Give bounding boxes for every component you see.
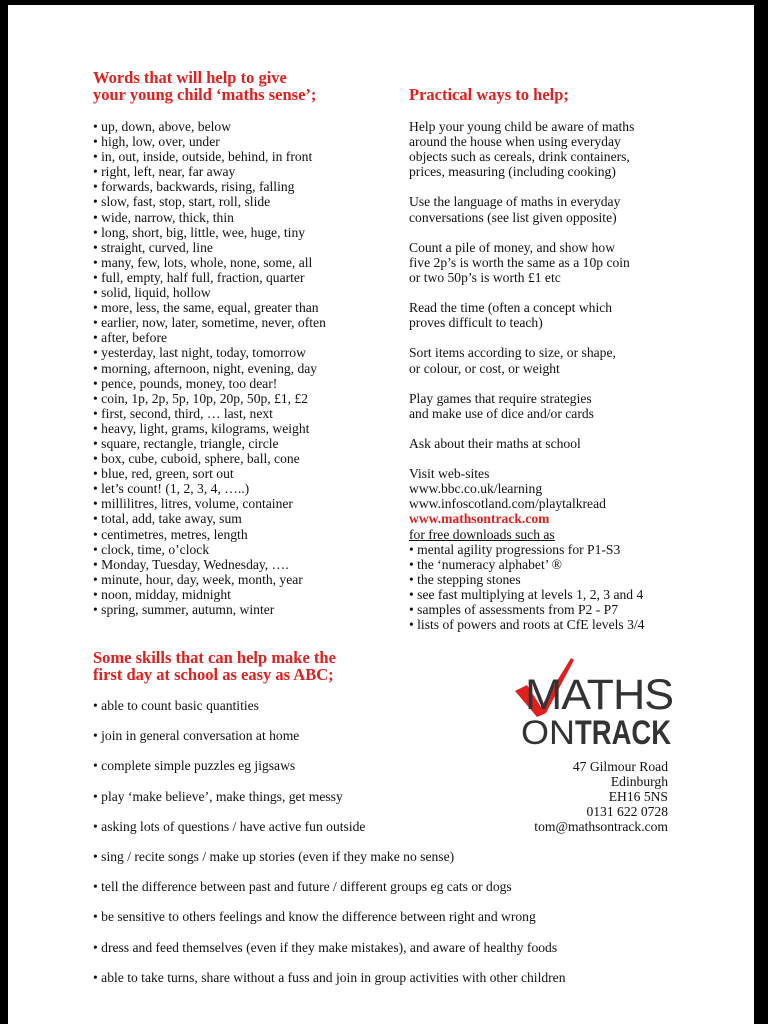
download-list-item: • lists of powers and roots at CfE levels 3/4 xyxy=(409,617,645,633)
address-phone: 0131 622 0728 xyxy=(586,804,668,820)
word-list-item: • blue, red, green, sort out xyxy=(93,466,234,482)
words-heading-line1: Words that will help to give xyxy=(93,68,287,87)
skills-heading xyxy=(93,649,336,683)
logo-text-maths: MATHS xyxy=(525,671,673,719)
tip-paragraph xyxy=(409,345,644,375)
tip-line: around the house when using everyday xyxy=(409,134,621,150)
words-section xyxy=(93,69,393,103)
tip-line: Sort items according to size, or shape, xyxy=(409,345,616,361)
skill-list-item: • tell the difference between past and future / different groups eg cats or dogs xyxy=(93,879,512,895)
tip-paragraph: Ask about their maths at school xyxy=(409,435,581,451)
word-list-item: • square, rectangle, triangle, circle xyxy=(93,435,279,451)
word-list-item: • Monday, Tuesday, Wednesday, …. xyxy=(93,556,289,572)
word-list-item: • centimetres, metres, length xyxy=(93,526,248,542)
word-list-item: • after, before xyxy=(93,330,168,346)
word-list-item: • solid, liquid, hollow xyxy=(93,285,211,301)
skill-list-item: • sing / recite songs / make up stories (even if they make no sense) xyxy=(93,848,455,864)
download-list-item: • mental agility progressions for P1-S3 xyxy=(409,541,621,557)
link-bbc[interactable]: www.bbc.co.uk/learning xyxy=(409,481,543,497)
download-list-item: • see fast multiplying at levels 1, 2, 3 and 4 xyxy=(409,586,644,602)
word-list-item: • noon, midday, midnight xyxy=(93,586,231,602)
download-list-item: • the ‘numeracy alphabet’ ® xyxy=(409,556,562,572)
word-list-item: • coin, 1p, 2p, 5p, 10p, 20p, 50p, £1, £2 xyxy=(93,390,309,406)
flyer-page xyxy=(8,5,754,1024)
words-list xyxy=(93,119,326,617)
word-list-item: • box, cube, cuboid, sphere, ball, cone xyxy=(93,451,300,467)
word-list-item: • let’s count! (1, 2, 3, 4, …..) xyxy=(93,481,250,497)
tip-line: or colour, or cost, or weight xyxy=(409,360,560,376)
word-list-item: • pence, pounds, money, too dear! xyxy=(93,375,278,391)
tip-line: prices, measuring (including cooking) xyxy=(409,164,616,180)
word-list-item: • up, down, above, below xyxy=(93,119,232,134)
skill-list-item: • able to take turns, share without a fuss and join in group activities with other children xyxy=(93,969,566,985)
word-list-item: • high, low, over, under xyxy=(93,134,220,150)
download-list-item: • samples of assessments from P2 - P7 xyxy=(409,602,619,617)
practical-section xyxy=(409,86,569,103)
tip-paragraph xyxy=(409,240,644,285)
tip-line: Help your young child be aware of maths xyxy=(409,119,635,134)
tip-line: Use the language of maths in everyday xyxy=(409,194,621,210)
word-list-item: • wide, narrow, thick, thin xyxy=(93,209,234,225)
skill-list-item: • able to count basic quantities xyxy=(93,698,259,713)
practical-tips xyxy=(409,119,644,632)
link-mathsontrack[interactable]: www.mathsontrack.com xyxy=(409,511,550,527)
download-list-item: • the stepping stones xyxy=(409,571,521,587)
tip-paragraph xyxy=(409,391,644,421)
tip-line: conversations (see list given opposite) xyxy=(409,209,617,225)
tip-paragraph xyxy=(409,119,644,179)
word-list-item: • minute, hour, day, week, month, year xyxy=(93,571,303,587)
skill-list-item: • dress and feed themselves (even if they make mistakes), and aware of healthy foods xyxy=(93,939,558,955)
address-city: Edinburgh xyxy=(610,774,668,790)
address-street: 47 Gilmour Road xyxy=(572,759,668,774)
word-list-item: • many, few, lots, whole, none, some, all xyxy=(93,254,313,270)
skill-list-item: • complete simple puzzles eg jigsaws xyxy=(93,758,296,774)
word-list-item: • long, short, big, little, wee, huge, tiny xyxy=(93,224,306,240)
word-list-item: • millilitres, litres, volume, container xyxy=(93,496,293,512)
address-email[interactable]: tom@mathsontrack.com xyxy=(534,819,668,835)
word-list-item: • morning, afternoon, night, evening, day xyxy=(93,360,318,376)
skills-heading-line1: Some skills that can help make the xyxy=(93,648,336,667)
logo-graphic xyxy=(513,655,673,752)
tip-line: Count a pile of money, and show how xyxy=(409,239,616,255)
tip-line: Read the time (often a concept which xyxy=(409,300,613,316)
word-list-item: • spring, summer, autumn, winter xyxy=(93,602,275,617)
tip-line: and make use of dice and/or cards xyxy=(409,405,594,421)
word-list-item: • more, less, the same, equal, greater than xyxy=(93,300,319,316)
word-list-item: • earlier, now, later, sometime, never, often xyxy=(93,315,326,331)
word-list-item: • right, left, near, far away xyxy=(93,164,236,180)
skill-list-item: • asking lots of questions / have active fun outside xyxy=(93,818,366,834)
visit-label: Visit web-sites xyxy=(409,466,490,482)
word-list-item: • heavy, light, grams, kilograms, weight xyxy=(93,420,310,436)
practical-heading: Practical ways to help; xyxy=(409,85,569,104)
tip-line: objects such as cereals, drink containers, xyxy=(409,149,630,165)
tip-paragraph xyxy=(409,194,644,224)
tip-line: Play games that require strategies xyxy=(409,390,592,406)
downloads-list xyxy=(409,542,644,633)
address-postcode: EH16 5NS xyxy=(608,789,668,805)
words-heading xyxy=(93,69,393,103)
tip-paragraph xyxy=(409,300,644,330)
word-list-item: • forwards, backwards, rising, falling xyxy=(93,179,295,195)
word-list-item: • clock, time, o’clock xyxy=(93,541,210,557)
skills-section xyxy=(93,649,336,683)
skills-heading-line2: first day at school as easy as ABC; xyxy=(93,665,334,684)
downloads-label: for free downloads such as xyxy=(409,526,555,542)
word-list-item: • first, second, third, … last, next xyxy=(93,405,273,421)
tip-line: proves difficult to teach) xyxy=(409,315,543,331)
link-infoscotland[interactable]: www.infoscotland.com/playtalkread xyxy=(409,496,606,512)
contact-address xyxy=(534,759,668,834)
skill-list-item: • play ‘make believe’, make things, get messy xyxy=(93,788,343,804)
skill-list-item: • be sensitive to others feelings and know the difference between right and wrong xyxy=(93,909,536,925)
maths-on-track-logo xyxy=(513,655,673,752)
word-list-item: • full, empty, half full, fraction, quarter xyxy=(93,269,305,285)
visit-websites xyxy=(409,466,644,541)
word-list-item: • in, out, inside, outside, behind, in front xyxy=(93,149,313,165)
logo-text-track: TRACK xyxy=(575,714,672,752)
word-list-item: • total, add, take away, sum xyxy=(93,511,242,527)
word-list-item: • slow, fast, stop, start, roll, slide xyxy=(93,194,271,210)
tip-line: five 2p’s is worth the same as a 10p coin xyxy=(409,254,630,270)
word-list-item: • straight, curved, line xyxy=(93,239,213,255)
logo-text-on: ON xyxy=(521,714,575,752)
skill-list-item: • join in general conversation at home xyxy=(93,728,300,744)
tip-line: or two 50p’s is worth £1 etc xyxy=(409,269,561,285)
word-list-item: • yesterday, last night, today, tomorrow xyxy=(93,345,306,361)
skills-list xyxy=(93,698,566,1000)
words-heading-line2: your young child ‘maths sense’; xyxy=(93,85,317,104)
